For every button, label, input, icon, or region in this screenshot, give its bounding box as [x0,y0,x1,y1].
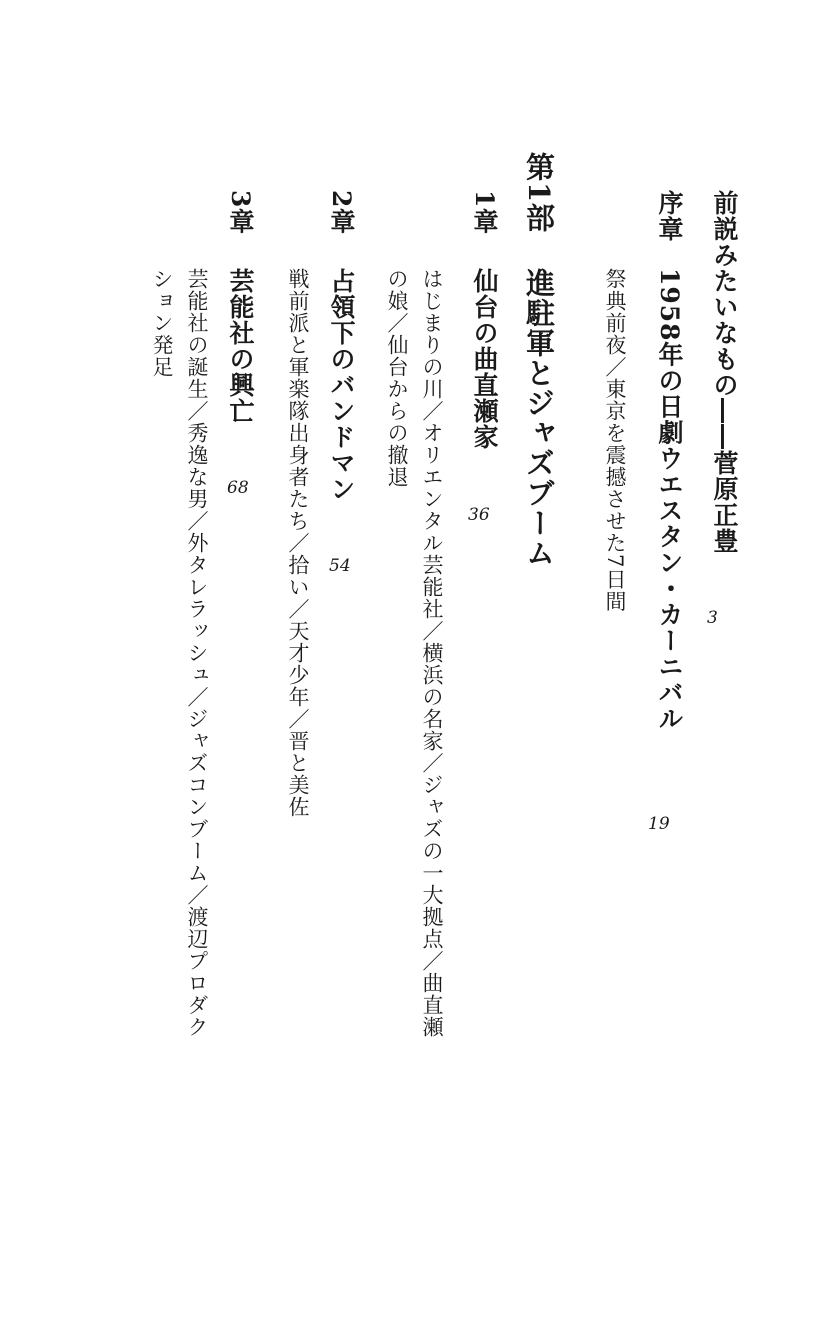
ch3-page-number: 68 [227,478,249,498]
prologue-label: 序章 [655,190,684,242]
preface-title [712,190,737,554]
prologue-subtitle: 祭典前夜／東京を震撼させた7日間 [603,268,627,613]
part1-label: 第1部 [522,152,556,234]
ch1-title: 仙台の曲直瀬家 [470,268,499,450]
ch1-subtitle-line1: はじまりの川／オリエンタル芸能社／横浜の名家／ジャズの一大拠点／曲直瀬 [420,268,444,1038]
prologue-title: 1958年の日劇ウエスタン・カーニバル [655,268,684,732]
ch2-label: 2章 [327,190,356,235]
ch2-page-number: 54 [329,556,351,576]
ch3-subtitle-line2: ション発足 [150,268,174,378]
ch2-title: 占領下のバンドマン [327,268,356,502]
preface-dash: ―― [710,398,739,450]
ch1-label: 1章 [470,190,499,235]
preface-author: 菅原正豊 [710,450,739,554]
ch3-subtitle-line1: 芸能社の誕生／秀逸な男／外タレラッシュ／ジャズコンブーム／渡辺プロダク [185,268,209,1038]
ch3-title: 芸能社の興亡 [226,268,255,424]
preface-page-number: 3 [707,608,718,628]
preface-label: 前説みたいなもの [710,190,739,398]
part1-title: 進駐軍とジャズブーム [522,268,556,568]
ch1-subtitle-line2: の娘／仙台からの撤退 [385,268,409,488]
ch3-label: 3章 [226,190,255,235]
ch2-subtitle: 戦前派と軍楽隊出身者たち／拾い／天才少年／晋と美佐 [286,268,310,818]
ch1-page-number: 36 [468,505,490,525]
prologue-page-number: 19 [648,814,670,834]
